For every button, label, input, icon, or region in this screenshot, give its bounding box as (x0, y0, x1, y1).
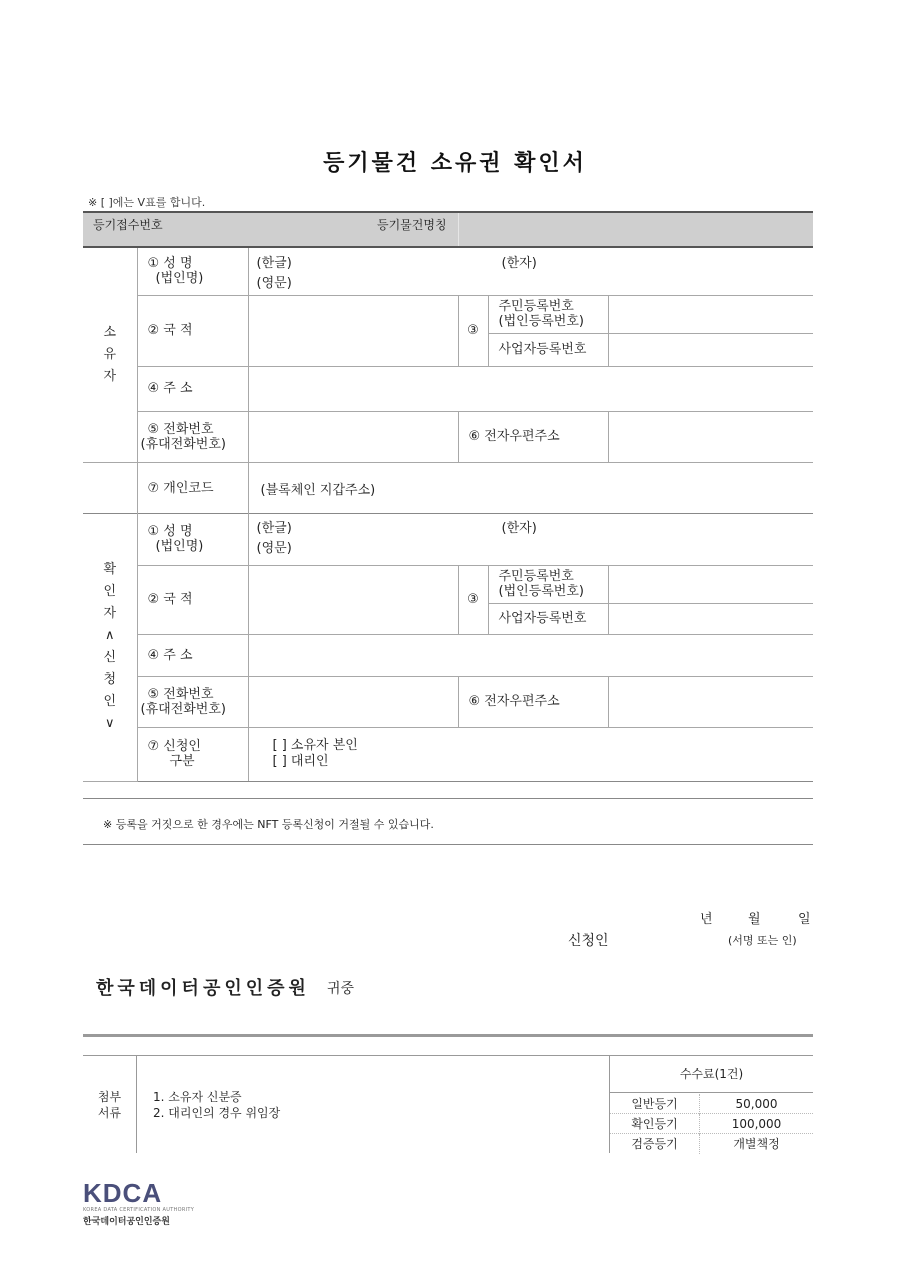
owner-code-table (83, 462, 813, 514)
confirmer-nationality-label: ② 국 적 (137, 565, 248, 634)
confirmer-resident-number-label: 주민등록번호 (법인등록번호) (488, 565, 608, 603)
owner-table (83, 248, 813, 463)
attachment-item: 2. 대리인의 경우 위임장 (153, 1105, 281, 1120)
confirmer-address-label: ④ 주 소 (137, 634, 248, 676)
fee-row: 확인등기 100,000 (610, 1114, 813, 1134)
confirmer-email-field[interactable] (608, 676, 813, 727)
month-label: 월 (748, 912, 761, 927)
owner-nationality-field[interactable] (248, 295, 458, 366)
header-divider (458, 213, 459, 246)
header-bar (83, 211, 813, 248)
confirmer-phone-label: ⑤ 전화번호 (휴대전화번호) (137, 676, 248, 727)
owner-name-field[interactable]: (한글) (한자) (영문) (248, 248, 813, 295)
option-owner-checkbox[interactable]: [ ] 소유자 본인 (272, 738, 358, 753)
applicant-type-label: ⑦ 신청인 구분 (137, 727, 248, 781)
owner-business-number-field[interactable] (608, 333, 813, 366)
recipient-organization: 한국데이터공인인증원 (96, 978, 310, 999)
divider-bottom-note (83, 844, 813, 845)
attachments-section (83, 1055, 813, 1152)
item-name-label: 등기물건명칭 (377, 218, 447, 232)
fee-title: 수수료(1건) (610, 1056, 813, 1093)
owner-email-label: ⑥ 전자우편주소 (458, 411, 608, 462)
kdca-logo (83, 1180, 194, 1227)
recipient-honorific: 귀중 (327, 981, 355, 997)
confirmer-business-number-field[interactable] (608, 603, 813, 634)
attachments-label: 첨부 서류 (83, 1056, 137, 1153)
kdca-logo-korean: 한국데이터공인인증원 (83, 1217, 170, 1227)
confirmer-business-number-label: 사업자등록번호 (488, 603, 608, 634)
confirmer-table (83, 513, 813, 782)
confirmer-nationality-field[interactable] (248, 565, 458, 634)
thick-divider (83, 1034, 813, 1037)
owner-resident-number-label: 주민등록번호 (법인등록번호) (488, 295, 608, 333)
owner-section-continuation (83, 463, 137, 514)
applicant-type-options (248, 727, 813, 781)
confirmer-section-label: 확 인 자 ∧ 신 청 인 ∨ (83, 513, 137, 781)
owner-email-field[interactable] (608, 411, 813, 462)
confirmer-address-field[interactable] (248, 634, 813, 676)
confirmer-id-number-marker: ③ (458, 565, 488, 634)
fee-row: 검증등기 개별책정 (610, 1134, 813, 1154)
checkbox-instruction: ※ [ ]에는 V표를 합니다. (88, 196, 206, 209)
year-label: 년 (700, 912, 713, 927)
confirmer-name-label: ① 성 명 (법인명) (137, 513, 248, 565)
owner-id-number-marker: ③ (458, 295, 488, 366)
owner-section-label: 소 유 자 (83, 248, 137, 462)
owner-nationality-label: ② 국 적 (137, 295, 248, 366)
fee-row: 일반등기 50,000 (610, 1094, 813, 1114)
confirmer-phone-field[interactable] (248, 676, 458, 727)
owner-address-label: ④ 주 소 (137, 366, 248, 411)
owner-address-field[interactable] (248, 366, 813, 411)
kdca-logo-english: KOREA DATA CERTIFICATION AUTHORITY (83, 1207, 195, 1213)
kdca-logo-mark: KDCA (83, 1178, 163, 1208)
owner-phone-label: ⑤ 전화번호 (휴대전화번호) (137, 411, 248, 462)
attachments-list (137, 1056, 610, 1153)
owner-wallet-address-field[interactable]: (블록체인 지갑주소) (248, 463, 813, 514)
form-title: 등기물건 소유권 확인서 (323, 151, 587, 176)
attachment-item: 1. 소유자 신분증 (153, 1089, 242, 1104)
owner-personal-code-label: ⑦ 개인코드 (137, 463, 248, 514)
divider-top-note (83, 798, 813, 799)
false-registration-warning: ※ 등록을 거짓으로 한 경우에는 NFT 등록신청이 거절될 수 있습니다. (103, 818, 434, 831)
owner-business-number-label: 사업자등록번호 (488, 333, 608, 366)
signature-field[interactable]: (서명 또는 인) (728, 934, 797, 947)
receipt-number-label: 등기접수번호 (93, 218, 163, 232)
confirmer-resident-number-field[interactable] (608, 565, 813, 603)
day-label: 일 (798, 912, 811, 927)
confirmer-email-label: ⑥ 전자우편주소 (458, 676, 608, 727)
owner-phone-field[interactable] (248, 411, 458, 462)
option-agent-checkbox[interactable]: [ ] 대리인 (272, 754, 329, 769)
confirmer-name-field[interactable]: (한글) (한자) (영문) (248, 513, 813, 565)
owner-resident-number-field[interactable] (608, 295, 813, 333)
applicant-label: 신청인 (568, 933, 609, 949)
owner-name-label: ① 성 명 (법인명) (137, 248, 248, 295)
